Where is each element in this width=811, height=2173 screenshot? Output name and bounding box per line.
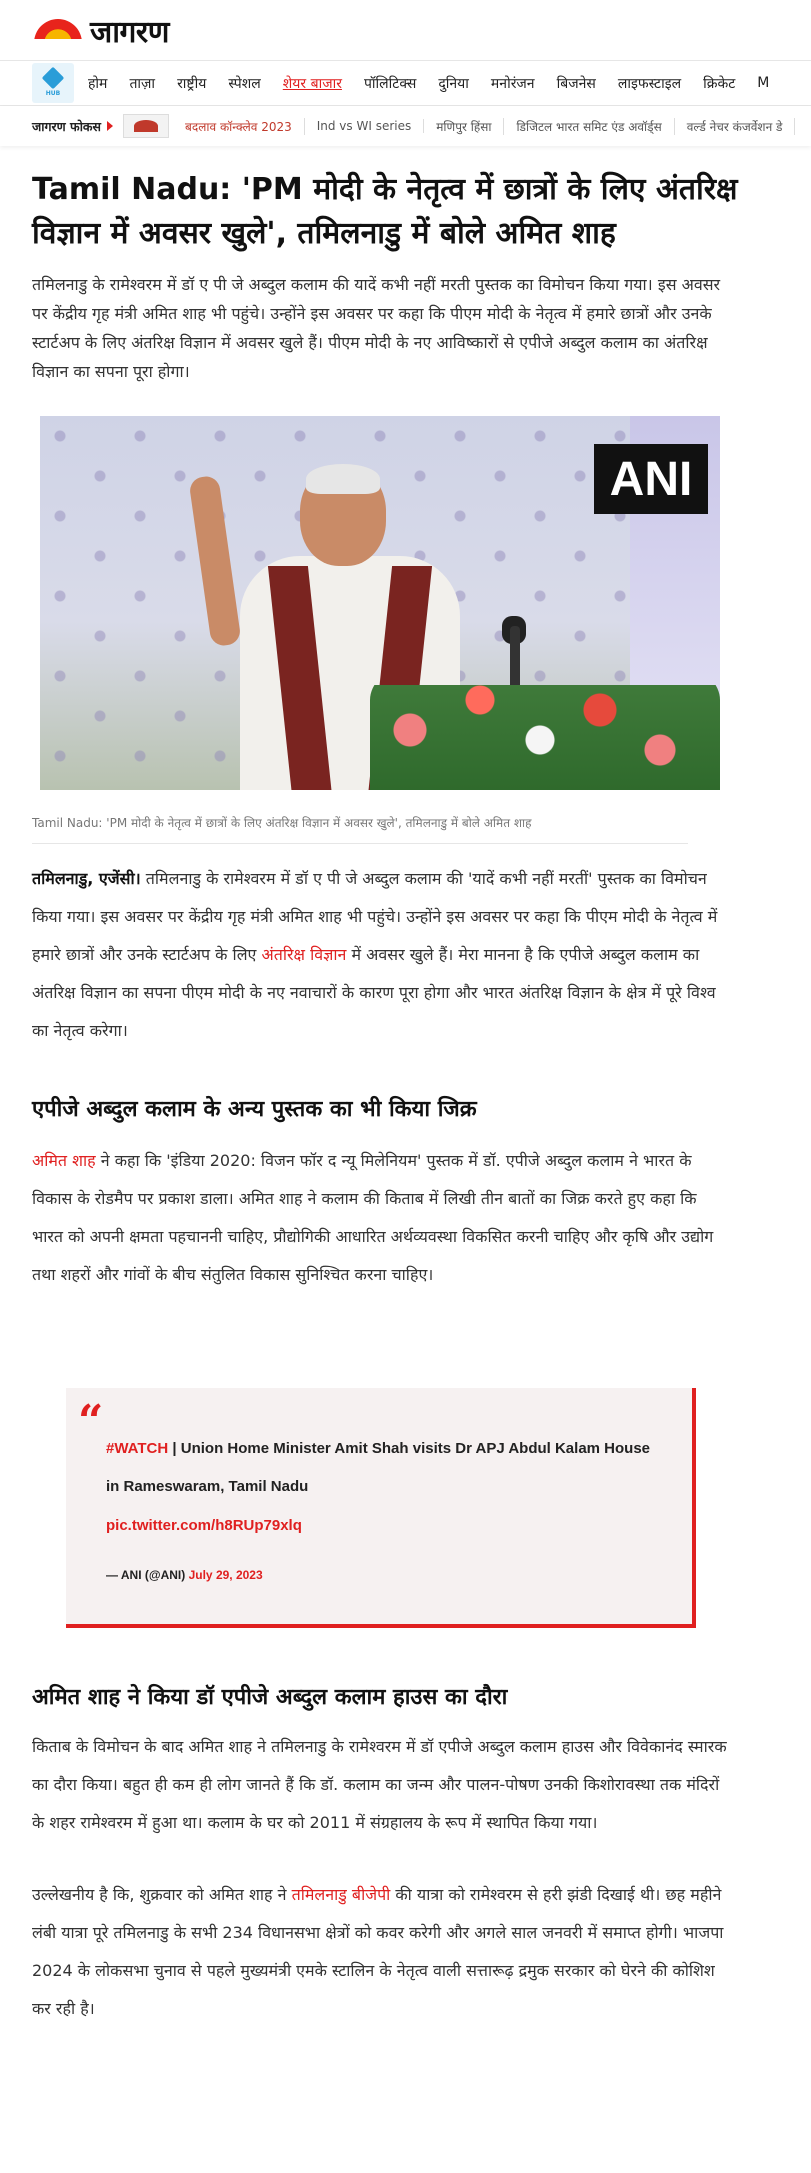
nav-item-cricket[interactable]: क्रिकेट: [703, 75, 736, 92]
quote-icon: “: [78, 1396, 104, 1447]
event-badge-icon[interactable]: [123, 114, 169, 138]
main-nav: [0, 60, 811, 106]
article-paragraph: [32, 1142, 732, 1294]
nav-item-world[interactable]: दुनिया: [438, 75, 469, 92]
nav-item-lifestyle[interactable]: लाइफस्टाइल: [617, 75, 682, 92]
nav-item-national[interactable]: राष्ट्रीय: [177, 75, 207, 92]
focus-item[interactable]: Ind vs WI series: [305, 119, 425, 133]
nav-item-entertainment[interactable]: मनोरंजन: [490, 75, 535, 92]
tweet-pic-link[interactable]: pic.twitter.com/h8RUp79xlq: [106, 1517, 302, 1534]
tweet-body: | Union Home Minister Amit Shah visits Dr APJ Abdul Kalam House in Rameswaram, Tamil Nadu: [106, 1440, 651, 1495]
nav-item-home[interactable]: होम: [88, 75, 108, 92]
nav-item-politics[interactable]: पॉलिटिक्स: [363, 75, 417, 92]
section-heading: अमित शाह ने किया डॉ एपीजे अब्दुल कलाम हाउस का दौरा: [32, 1685, 508, 1710]
arrow-right-icon: [107, 121, 113, 131]
tweet-text: [106, 1430, 652, 1506]
focus-label: जागरण फोकस: [32, 118, 101, 134]
tweet-date-link[interactable]: July 29, 2023: [188, 1568, 263, 1582]
hub-icon[interactable]: HUB: [32, 63, 74, 103]
section-heading: एपीजे अब्दुल कलाम के अन्य पुस्तक का भी किया जिक्र: [32, 1097, 477, 1122]
paragraph-text: में अवसर खुले हैं। मेरा मानना है कि एपीजे अब्दुल कलाम का अंतरिक्ष विज्ञान का सपना पीएम मोदी के नए नवाचारों के कारण पूरा होगा और भारत अंतरिक्ष विज्ञान के क्षेत्र में पूरे विश्व का नेतृत्व करेगा।: [32, 945, 716, 1040]
nav-item-share-market[interactable]: शेयर बाजार: [282, 75, 342, 92]
logo-sun-icon: [32, 13, 84, 47]
hashtag-link[interactable]: #WATCH: [106, 1440, 169, 1457]
hero-image: [40, 416, 720, 790]
article: [0, 168, 811, 2028]
image-caption: Tamil Nadu: 'PM मोदी के नेतृत्व में छात्रों के लिए अंतरिक्ष विज्ञान में अवसर खुले', तमिलनाडु में बोले अमित शाह: [32, 814, 688, 844]
nav-item-more[interactable]: M: [757, 75, 770, 91]
article-paragraph: किताब के विमोचन के बाद अमित शाह ने तमिलनाडु के रामेश्वरम में डॉ एपीजे अब्दुल कलाम हाउस और विवेकानंद स्मारक का दौरा किया। बहुत ही कम ही लोग जानते हैं कि डॉ. कलाम का जन्म और पालन-पोषण उनकी किशोरावस्था तक मंदिरों के शहर रामेश्वरम में हुआ था। कलाम के घर को 2011 में संग्रहालय के रूप में स्थापित किया गया।: [32, 1737, 727, 1832]
focus-item[interactable]: बदलाव कॉन्क्लेव 2023: [185, 118, 305, 135]
paragraph-text: की यात्रा को रामेश्वरम से हरी झंडी दिखाई थी। छह महीने लंबी यात्रा पूरे तमिलनाडु के सभी 234 विधानसभा क्षेत्रों को कवर करेगी और अगले साल जनवरी में समाप्त होगी। भाजपा 2024 के लोकसभा चुनाव से पहले मुख्यमंत्री एमके स्टालिन के नेतृत्व वाली सत्तारूढ़ द्रमुक सरकार को घेरने की कोशिश कर रही है।: [32, 1885, 724, 2018]
twitter-embed: [66, 1388, 696, 1628]
focus-item[interactable]: मणिपुर हिंसा: [424, 118, 504, 135]
nav-item-special[interactable]: स्पेशल: [228, 75, 261, 92]
tweet-author: — ANI (@ANI): [106, 1568, 189, 1582]
paragraph-text: ने कहा कि 'इंडिया 2020: विजन फॉर द न्यू मिलेनियम' पुस्तक में डॉ. एपीजे अब्दुल कलाम ने भारत के विकास के रोडमैप पर प्रकाश डाला। अमित शाह ने कलाम की किताब में लिखी तीन बातों का जिक्र करते हुए कहा कि भारत को अपनी क्षमता पहचाननी चाहिए, प्रौद्योगिकी आधारित अर्थव्यवस्था विकसित करनी चाहिए और कृषि और उद्योग तथा शहरों और गांवों के बीच संतुलित विकास सुनिश्चित करना चाहिए।: [32, 1151, 714, 1284]
focus-item[interactable]: वर्ल्ड नेचर कंजर्वेशन डे: [675, 118, 796, 135]
ani-watermark: ANI: [594, 444, 708, 514]
article-summary: तमिलनाडु के रामेश्वरम में डॉ ए पी जे अब्दुल कलाम की यादें कभी नहीं मरती पुस्तक का विमोचन किया गया। इस अवसर पर केंद्रीय गृह मंत्री अमित शाह भी पहुंचे। उन्होंने इस अवसर पर कहा कि पीएम मोदी के नेतृत्व में हमारे छात्रों और उनके स्टार्टअप के लिए अंतरिक्ष विज्ञान में अवसर खुले हैं। पीएम मोदी के नए आविष्कारों से एपीजे अब्दुल कलाम का अंतरिक्ष विज्ञान का सपना पूरा होगा।: [32, 275, 721, 381]
inline-link[interactable]: अंतरिक्ष विज्ञान: [261, 945, 347, 964]
flower-bouquet: [370, 640, 720, 790]
nav-item-latest[interactable]: ताज़ा: [129, 75, 156, 92]
logo-text: जागरण: [90, 14, 169, 50]
site-header: [0, 0, 811, 60]
inline-link[interactable]: तमिलनाडु बीजेपी: [291, 1885, 391, 1904]
paragraph-text: तमिलनाडु के रामेश्वरम में डॉ ए पी जे अब्दुल कलाम की 'यादें कभी नहीं मरतीं' पुस्तक का विमोचन किया गया। इस अवसर पर केंद्रीय गृह मंत्री अमित शाह भी पहुंचे। उन्होंने इस अवसर पर कहा कि पीएम मोदी के नेतृत्व में हमारे छात्रों और उनके स्टार्टअप के लिए: [32, 869, 718, 964]
focus-bar: [0, 106, 811, 146]
site-logo[interactable]: [32, 10, 169, 51]
article-headline: Tamil Nadu: 'PM मोदी के नेतृत्व में छात्रों के लिए अंतरिक्ष विज्ञान में अवसर खुले', तमिलनाडु में बोले अमित शाह: [32, 172, 738, 251]
focus-item[interactable]: डिजिटल भारत समिट एंड अवॉर्ड्स: [504, 118, 674, 135]
tweet-meta: [106, 1568, 652, 1582]
inline-link[interactable]: अमित शाह: [32, 1151, 96, 1170]
article-paragraph: [32, 1876, 732, 2028]
article-paragraph: [32, 860, 732, 1050]
nav-item-business[interactable]: बिजनेस: [556, 75, 596, 92]
dateline: तमिलनाडु, एजेंसी।: [32, 869, 141, 888]
paragraph-text: उल्लेखनीय है कि, शुक्रवार को अमित शाह ने: [32, 1885, 292, 1904]
